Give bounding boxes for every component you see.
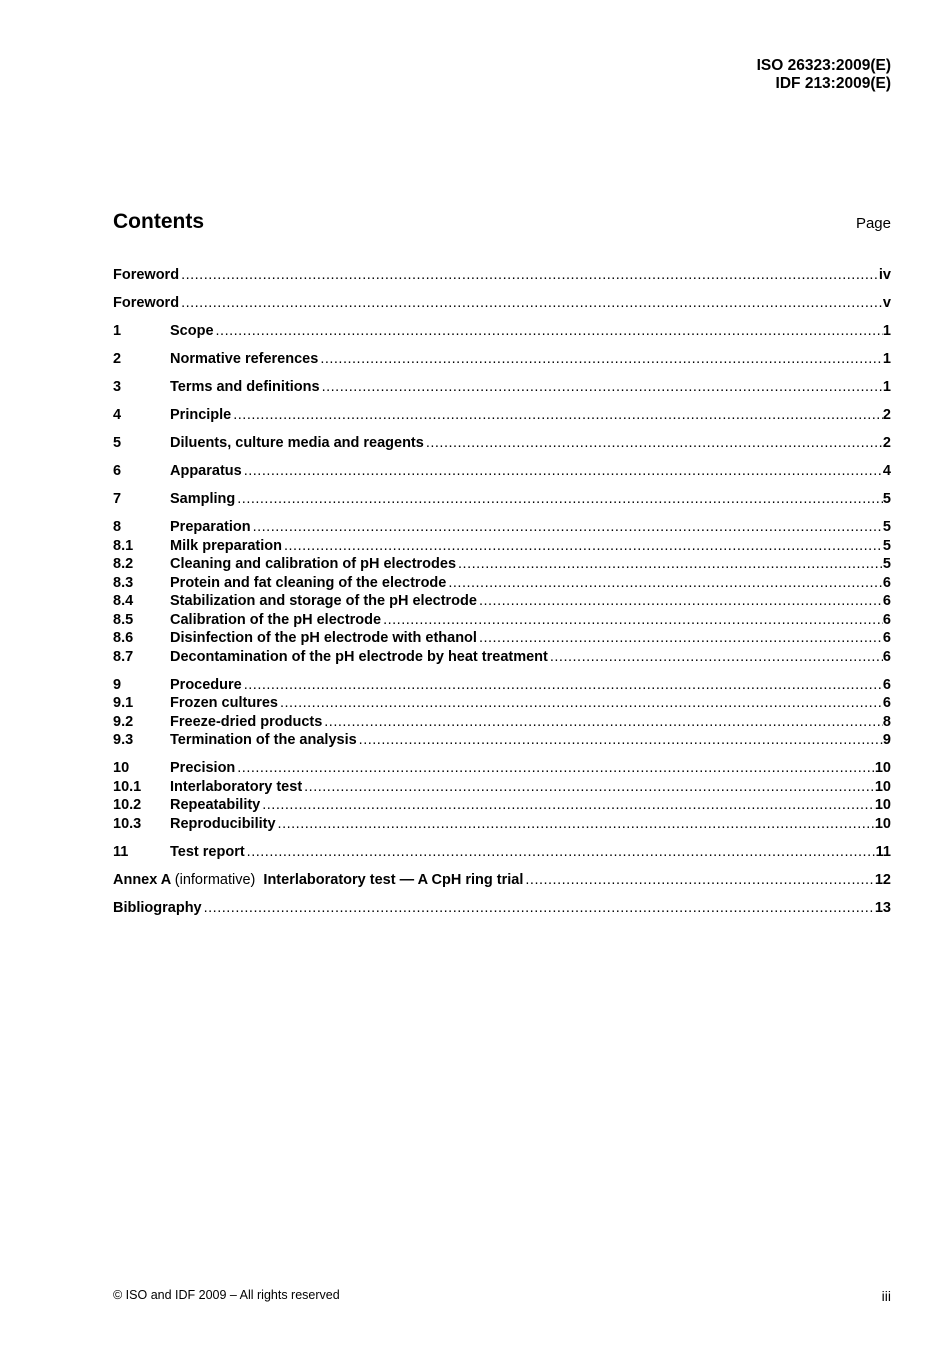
toc-entry-title: Repeatability bbox=[170, 797, 261, 813]
toc-entry-foreword-iv[interactable] bbox=[113, 266, 891, 285]
toc-entry-title: Normative references bbox=[170, 351, 319, 367]
toc-entry-title: Terms and definitions bbox=[170, 379, 320, 395]
toc-entry-page: 10 bbox=[874, 797, 891, 813]
toc-entry-title: Decontamination of the pH electrode by heat treatment bbox=[170, 648, 548, 665]
toc-entry-title: Scope bbox=[170, 323, 214, 339]
toc-entry-number: 2 bbox=[113, 351, 122, 367]
toc-entry-foreword-v[interactable] bbox=[113, 294, 891, 313]
contents-heading bbox=[113, 210, 891, 234]
toc-entry-8-7[interactable] bbox=[113, 648, 891, 667]
toc-entry-title: Stabilization and storage of the pH electrode bbox=[170, 593, 477, 609]
toc-entry-title: Apparatus bbox=[170, 463, 242, 479]
toc-entry-page: 6 bbox=[882, 630, 891, 646]
toc-entry-page: 10 bbox=[874, 815, 891, 832]
leader-dots bbox=[359, 731, 883, 750]
leader-dots bbox=[244, 676, 883, 695]
toc-entry-8-2[interactable] bbox=[113, 555, 891, 574]
page-footer bbox=[113, 1288, 891, 1304]
toc-entry-page: 10 bbox=[874, 778, 891, 795]
leader-dots bbox=[181, 294, 883, 313]
toc-entry-7[interactable] bbox=[113, 490, 891, 509]
leader-dots bbox=[550, 648, 883, 667]
toc-entry-number: 9.3 bbox=[113, 732, 134, 748]
toc-entry-bibliography[interactable] bbox=[113, 899, 891, 918]
toc-entry-title: Test report bbox=[170, 843, 245, 860]
toc-entry-number: 10.1 bbox=[113, 778, 142, 795]
toc-entry-10-3[interactable] bbox=[113, 815, 891, 834]
toc-entry-8-5[interactable] bbox=[113, 611, 891, 630]
toc-entry-annex-a[interactable] bbox=[113, 871, 891, 890]
toc-entry-8-1[interactable] bbox=[113, 537, 891, 556]
leader-dots bbox=[320, 350, 883, 369]
toc-entry-title: Foreword bbox=[113, 267, 180, 283]
iso-code: ISO 26323:2009(E) bbox=[756, 57, 891, 74]
toc-entry-number: 11 bbox=[113, 843, 129, 860]
toc-entry-page: iv bbox=[878, 267, 891, 283]
leader-dots bbox=[426, 434, 883, 453]
toc-entry-page: 5 bbox=[882, 519, 891, 535]
toc-entry-page: 6 bbox=[882, 593, 891, 609]
toc-entry-title: Milk preparation bbox=[170, 537, 282, 554]
toc-entry-page: 12 bbox=[874, 871, 891, 888]
toc-entry-page: 6 bbox=[882, 676, 891, 693]
toc-entry-2[interactable] bbox=[113, 350, 891, 369]
toc-entry-title: Precision bbox=[170, 760, 236, 776]
leader-dots bbox=[479, 592, 883, 611]
toc-entry-number: 9.1 bbox=[113, 695, 134, 711]
toc-entry-number: 8.5 bbox=[113, 611, 134, 628]
annex-kind: (informative) bbox=[174, 871, 256, 888]
toc-entry-1[interactable] bbox=[113, 322, 891, 341]
leader-dots bbox=[304, 778, 875, 797]
toc-entry-10[interactable] bbox=[113, 759, 891, 778]
toc-entry-page: 1 bbox=[882, 351, 891, 367]
toc-entry-title: Disinfection of the pH electrode with ethanol bbox=[170, 630, 477, 646]
toc-entry-number: 8.2 bbox=[113, 556, 134, 572]
toc-entry-number: 10 bbox=[113, 760, 130, 776]
leader-dots bbox=[247, 843, 876, 862]
leader-dots bbox=[216, 322, 883, 341]
standard-header bbox=[757, 57, 891, 93]
toc-entry-8-6[interactable] bbox=[113, 629, 891, 648]
toc-entry-number: 8.1 bbox=[113, 537, 134, 554]
annex-label: Annex A bbox=[113, 871, 171, 888]
toc-entry-title: Reproducibility bbox=[170, 815, 276, 832]
toc-entry-6[interactable] bbox=[113, 462, 891, 481]
toc-entry-10-2[interactable] bbox=[113, 796, 891, 815]
toc-entry-number: 7 bbox=[113, 491, 122, 507]
toc-entry-page: 11 bbox=[875, 843, 891, 860]
toc-entry-number: 6 bbox=[113, 463, 122, 479]
toc-entry-3[interactable] bbox=[113, 378, 891, 397]
toc-entry-title: Principle bbox=[170, 407, 232, 423]
leader-dots bbox=[324, 713, 883, 732]
leader-dots bbox=[181, 266, 879, 285]
toc-entry-page: 1 bbox=[882, 323, 891, 339]
toc-entry-page: 8 bbox=[882, 713, 891, 730]
toc-entry-page: 2 bbox=[882, 407, 891, 423]
leader-dots bbox=[448, 574, 883, 593]
toc-entry-number: 9.2 bbox=[113, 713, 134, 730]
toc-entry-number: 9 bbox=[113, 676, 122, 693]
toc-entry-title: Bibliography bbox=[113, 899, 202, 916]
toc-entry-page: 4 bbox=[882, 463, 891, 479]
toc-entry-number: 1 bbox=[113, 323, 122, 339]
page-number: iii bbox=[881, 1288, 891, 1304]
toc-entry-title: Interlaboratory test bbox=[170, 778, 303, 795]
toc-entry-number: 8.4 bbox=[113, 593, 134, 609]
toc-entry-page: 9 bbox=[882, 732, 891, 748]
toc-entry-title: Freeze-dried products bbox=[170, 713, 323, 730]
toc-entry-number: 8 bbox=[113, 519, 122, 535]
toc-entry-title: Termination of the analysis bbox=[170, 732, 357, 748]
toc-entry-title: Diluents, culture media and reagents bbox=[170, 435, 424, 451]
toc-entry-title: Cleaning and calibration of pH electrodes bbox=[170, 556, 457, 572]
leader-dots bbox=[284, 537, 883, 556]
leader-dots bbox=[383, 611, 883, 630]
toc-entry-title: Protein and fat cleaning of the electrode bbox=[170, 574, 447, 591]
toc-entry-9-3[interactable] bbox=[113, 731, 891, 750]
toc-entry-number: 3 bbox=[113, 379, 122, 395]
leader-dots bbox=[525, 871, 874, 890]
toc-entry-number: 10.3 bbox=[113, 815, 142, 832]
toc-entry-5[interactable] bbox=[113, 434, 891, 453]
leader-dots bbox=[244, 462, 883, 481]
toc-entry-page: 5 bbox=[882, 491, 891, 507]
toc-entry-8-4[interactable] bbox=[113, 592, 891, 611]
leader-dots bbox=[237, 759, 875, 778]
toc-entry-title: Preparation bbox=[170, 519, 251, 535]
toc-entry-title: Calibration of the pH electrode bbox=[170, 611, 382, 628]
copyright-notice: © ISO and IDF 2009 – All rights reserved bbox=[113, 1288, 340, 1302]
leader-dots bbox=[237, 490, 883, 509]
toc-entry-number: 10.2 bbox=[113, 797, 142, 813]
toc-entry-page: 5 bbox=[882, 556, 891, 572]
toc-entry-title: Sampling bbox=[170, 491, 236, 507]
idf-code: IDF 213:2009(E) bbox=[775, 75, 891, 92]
toc-entry-number: 5 bbox=[113, 435, 122, 451]
table-of-contents bbox=[113, 266, 891, 917]
toc-annex-title bbox=[113, 871, 523, 890]
toc-entry-page: 2 bbox=[882, 435, 891, 451]
leader-dots bbox=[479, 629, 883, 648]
page-column-label: Page bbox=[855, 215, 891, 232]
toc-entry-number: 8.7 bbox=[113, 648, 134, 665]
toc-entry-page: 5 bbox=[882, 537, 891, 554]
toc-entry-page: 1 bbox=[882, 379, 891, 395]
toc-entry-page: 6 bbox=[882, 574, 891, 591]
toc-entry-9[interactable] bbox=[113, 676, 891, 695]
contents-title: Contents bbox=[113, 210, 204, 233]
toc-entry-page: 10 bbox=[874, 760, 891, 776]
toc-entry-number: 8.3 bbox=[113, 574, 134, 591]
leader-dots bbox=[262, 796, 875, 815]
toc-entry-title: Procedure bbox=[170, 676, 242, 693]
leader-dots bbox=[458, 555, 883, 574]
toc-entry-9-1[interactable] bbox=[113, 694, 891, 713]
toc-entry-page: v bbox=[882, 295, 891, 311]
toc-entry-page: 13 bbox=[874, 899, 891, 916]
toc-entry-8[interactable] bbox=[113, 518, 891, 537]
toc-entry-page: 6 bbox=[882, 648, 891, 665]
toc-entry-10-1[interactable] bbox=[113, 778, 891, 797]
leader-dots bbox=[322, 378, 883, 397]
toc-entry-8-3[interactable] bbox=[113, 574, 891, 593]
toc-entry-4[interactable] bbox=[113, 406, 891, 425]
leader-dots bbox=[233, 406, 883, 425]
leader-dots bbox=[278, 815, 875, 834]
leader-dots bbox=[204, 899, 875, 918]
annex-title: Interlaboratory test — A CpH ring trial bbox=[263, 871, 524, 888]
toc-entry-number: 8.6 bbox=[113, 630, 134, 646]
leader-dots bbox=[280, 694, 883, 713]
toc-entry-number: 4 bbox=[113, 407, 122, 423]
toc-entry-11[interactable] bbox=[113, 843, 891, 862]
toc-entry-title: Frozen cultures bbox=[170, 695, 278, 711]
toc-entry-title: Foreword bbox=[113, 295, 180, 311]
toc-entry-9-2[interactable] bbox=[113, 713, 891, 732]
toc-entry-page: 6 bbox=[882, 611, 891, 628]
leader-dots bbox=[253, 518, 883, 537]
toc-entry-page: 6 bbox=[882, 695, 891, 711]
